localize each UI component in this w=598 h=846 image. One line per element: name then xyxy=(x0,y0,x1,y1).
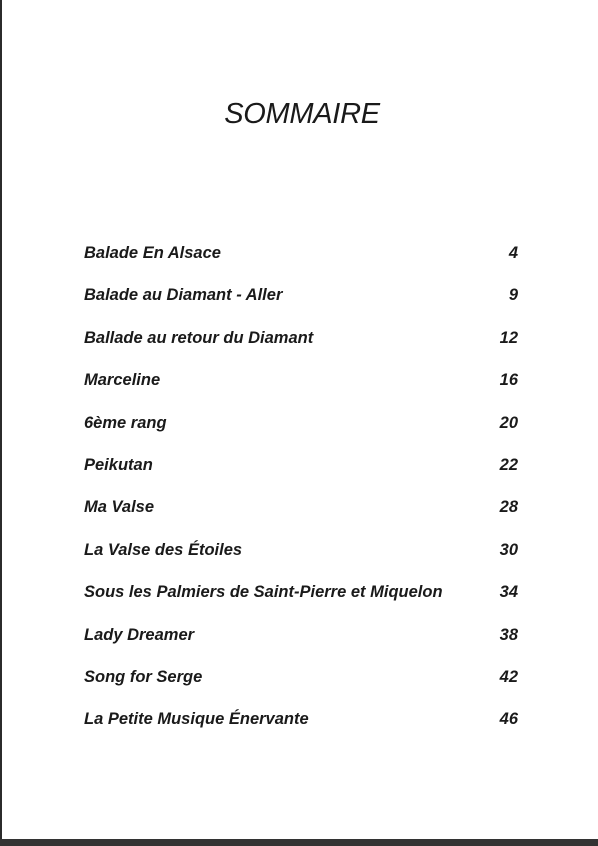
page-title: SOMMAIRE xyxy=(224,98,380,130)
toc-entry-page: 22 xyxy=(499,455,518,474)
toc-entry xyxy=(84,708,518,750)
toc-entry-page: 9 xyxy=(508,286,518,305)
toc-entry xyxy=(84,666,518,708)
toc-entry-page: 38 xyxy=(499,625,518,644)
toc-entry xyxy=(84,242,518,284)
toc-entry-page: 4 xyxy=(508,244,518,262)
toc-entry-page: 34 xyxy=(499,583,518,602)
toc-entry-page: 28 xyxy=(499,498,518,517)
toc-entry-title: Ballade au retour du Diamant xyxy=(84,328,314,347)
toc-entry-title: Peikutan xyxy=(84,455,153,474)
toc-entry-title: Song for Serge xyxy=(84,667,203,686)
toc-entry xyxy=(84,454,518,496)
toc-entry-title: La Valse des Étoiles xyxy=(84,540,243,559)
toc-entry-page: 16 xyxy=(499,371,518,390)
toc-entry-title: Lady Dreamer xyxy=(84,625,195,644)
toc-entry-page: 30 xyxy=(499,540,518,559)
toc-entry-page: 20 xyxy=(499,413,518,432)
toc-entry xyxy=(84,369,518,411)
toc-entry-title: Balade En Alsace xyxy=(84,244,221,262)
toc-entry-page: 46 xyxy=(499,710,518,729)
toc-entry xyxy=(84,496,518,538)
toc-entry-page: 12 xyxy=(499,328,518,347)
bottom-edge-bar xyxy=(0,839,598,846)
toc-entry-page: 42 xyxy=(499,667,518,686)
toc-entry-title: Marceline xyxy=(84,371,161,390)
toc-entry xyxy=(84,412,518,454)
toc-entry xyxy=(84,581,518,623)
toc-entry xyxy=(84,327,518,369)
toc-entry xyxy=(84,624,518,666)
toc-entry-title: Sous les Palmiers de Saint-Pierre et Miquelon xyxy=(84,583,443,602)
toc-entry xyxy=(84,284,518,326)
toc-entry-title: Balade au Diamant - Aller xyxy=(84,286,283,305)
toc-entry xyxy=(84,539,518,581)
table-of-contents xyxy=(84,242,518,751)
toc-entry-title: Ma Valse xyxy=(84,498,155,517)
toc-entry-title: 6ème rang xyxy=(84,413,167,432)
toc-entry-title: La Petite Musique Énervante xyxy=(84,710,309,729)
